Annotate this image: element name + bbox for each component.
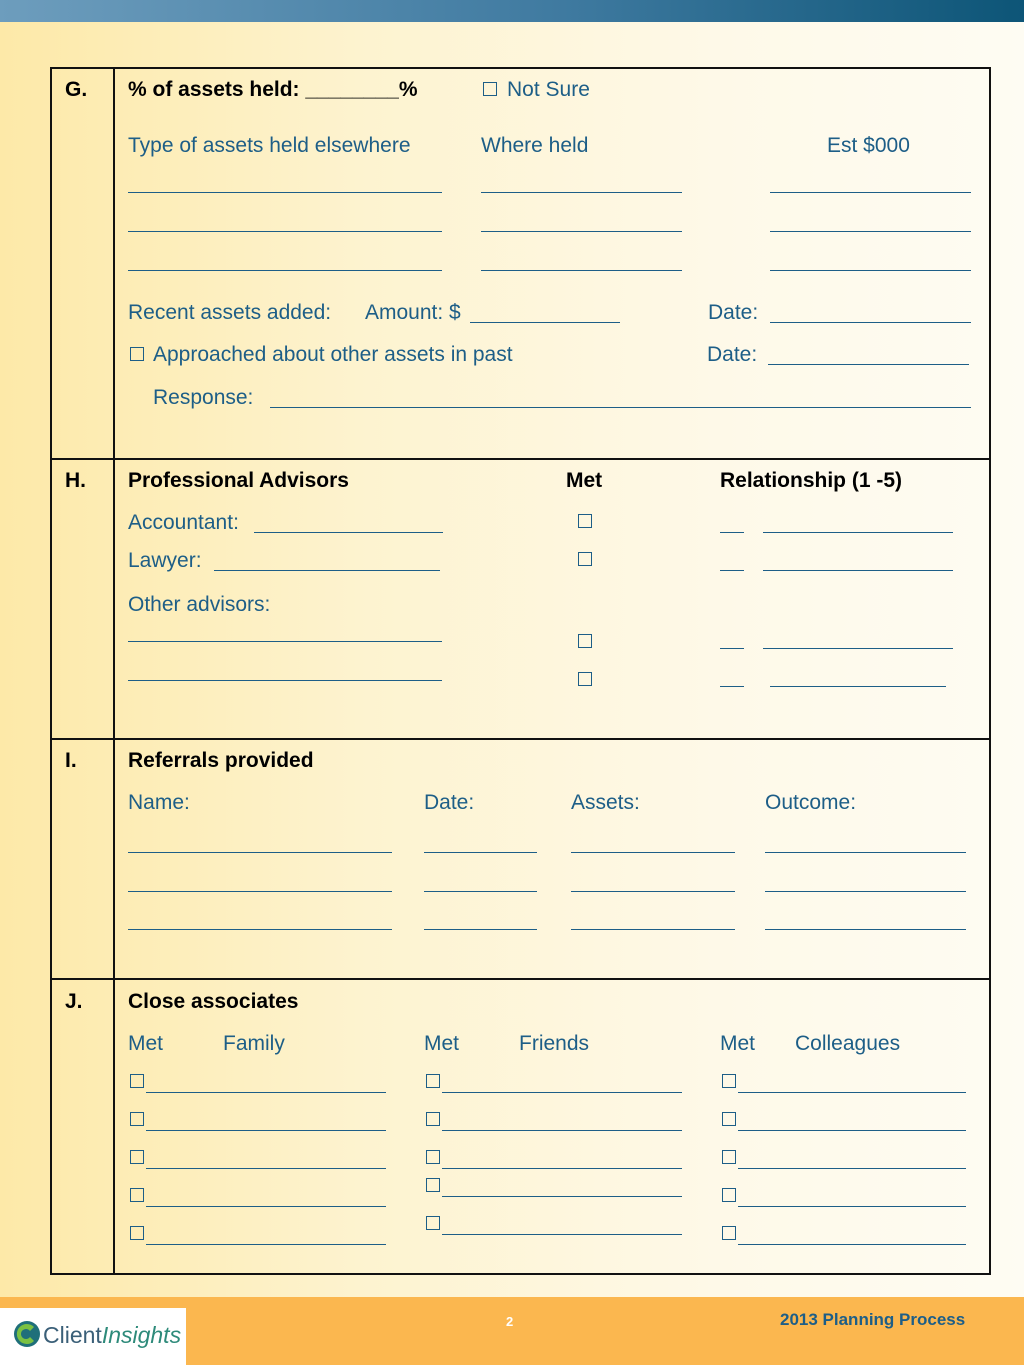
- family-met-checkbox[interactable]: [130, 1188, 144, 1202]
- referral-date-field[interactable]: [424, 929, 537, 930]
- other-advisor-met-checkbox[interactable]: [578, 672, 592, 686]
- date-label: Date:: [708, 301, 759, 324]
- col-date: Date:: [424, 791, 475, 814]
- colleagues-met-checkbox[interactable]: [722, 1150, 736, 1164]
- family-label: Family: [223, 1032, 285, 1055]
- family-met-checkbox[interactable]: [130, 1150, 144, 1164]
- section-divider: [50, 978, 991, 980]
- where-held-field[interactable]: [481, 231, 682, 232]
- col-est-value: Est $000: [827, 134, 910, 157]
- other-advisor-met-checkbox[interactable]: [578, 634, 592, 648]
- colleague-name-field[interactable]: [738, 1244, 966, 1245]
- page-number: 2: [506, 1314, 514, 1329]
- logo-wordmark: [43, 1322, 181, 1348]
- referral-date-field[interactable]: [424, 852, 537, 853]
- referral-assets-field[interactable]: [571, 929, 735, 930]
- other-advisor-field[interactable]: [128, 641, 442, 642]
- accountant-label: Accountant:: [128, 511, 239, 534]
- recent-date-field[interactable]: [770, 322, 971, 323]
- referral-name-field[interactable]: [128, 852, 392, 853]
- section-letter-i: I.: [65, 749, 77, 772]
- referral-name-field[interactable]: [128, 891, 392, 892]
- family-met-checkbox[interactable]: [130, 1226, 144, 1240]
- section-letter-g: G.: [65, 78, 88, 101]
- recent-assets-label: Recent assets added:: [128, 301, 332, 324]
- approached-checkbox[interactable]: [130, 347, 144, 361]
- client-insights-logo-icon: [12, 1319, 42, 1349]
- letter-column-divider: [113, 67, 115, 1275]
- est-value-field[interactable]: [770, 231, 971, 232]
- close-associates-heading: Close associates: [128, 990, 299, 1013]
- logo-insights-text: Insights: [101, 1322, 182, 1348]
- professional-advisors-heading: Professional Advisors: [128, 469, 349, 492]
- col-where-held: Where held: [481, 134, 589, 157]
- met-label: Met: [424, 1032, 460, 1055]
- est-value-field[interactable]: [770, 270, 971, 271]
- asset-type-field[interactable]: [128, 231, 442, 232]
- referral-outcome-field[interactable]: [765, 929, 966, 930]
- section-letter-h: H.: [65, 469, 86, 492]
- relationship-score-field[interactable]: [720, 570, 744, 571]
- form-table: [50, 67, 991, 1275]
- approached-date-field[interactable]: [768, 364, 969, 365]
- col-assets: Assets:: [571, 791, 640, 814]
- assets-held-heading: % of assets held: ________%: [128, 78, 418, 101]
- section-letter-j: J.: [65, 990, 83, 1013]
- col-met: Met: [566, 469, 603, 492]
- colleagues-met-checkbox[interactable]: [722, 1112, 736, 1126]
- lawyer-met-checkbox[interactable]: [578, 552, 592, 566]
- family-met-checkbox[interactable]: [130, 1074, 144, 1088]
- other-advisors-label: Other advisors:: [128, 593, 271, 616]
- col-type-assets: Type of assets held elsewhere: [128, 134, 411, 157]
- not-sure-label: Not Sure: [507, 78, 590, 101]
- referral-outcome-field[interactable]: [765, 891, 966, 892]
- section-divider: [50, 738, 991, 740]
- colleagues-met-checkbox[interactable]: [722, 1074, 736, 1088]
- relationship-score-field[interactable]: [720, 686, 744, 687]
- family-name-field[interactable]: [146, 1130, 386, 1131]
- family-name-field[interactable]: [146, 1206, 386, 1207]
- friends-label: Friends: [519, 1032, 590, 1055]
- relationship-note-field[interactable]: [763, 532, 953, 533]
- amount-label: Amount: $: [365, 301, 461, 324]
- referrals-heading: Referrals provided: [128, 749, 314, 772]
- family-name-field[interactable]: [146, 1092, 386, 1093]
- col-name: Name:: [128, 791, 190, 814]
- amount-field[interactable]: [470, 322, 620, 323]
- lawyer-label: Lawyer:: [128, 549, 202, 572]
- friends-met-checkbox[interactable]: [426, 1178, 440, 1192]
- family-name-field[interactable]: [146, 1168, 386, 1169]
- relationship-score-field[interactable]: [720, 532, 744, 533]
- colleague-name-field[interactable]: [738, 1206, 966, 1207]
- friend-name-field[interactable]: [442, 1168, 682, 1169]
- lawyer-field[interactable]: [214, 570, 440, 571]
- colleagues-met-checkbox[interactable]: [722, 1188, 736, 1202]
- col-relationship: Relationship (1 -5): [720, 469, 903, 492]
- friend-name-field[interactable]: [442, 1130, 682, 1131]
- referral-assets-field[interactable]: [571, 891, 735, 892]
- response-field[interactable]: [270, 407, 971, 408]
- top-banner: [0, 0, 1024, 22]
- footer-title: 2013 Planning Process: [780, 1310, 966, 1329]
- friend-name-field[interactable]: [442, 1234, 682, 1235]
- referral-name-field[interactable]: [128, 929, 392, 930]
- relationship-note-field[interactable]: [763, 648, 953, 649]
- asset-type-field[interactable]: [128, 270, 442, 271]
- accountant-field[interactable]: [254, 532, 443, 533]
- relationship-note-field[interactable]: [763, 570, 953, 571]
- other-advisor-field[interactable]: [128, 680, 442, 681]
- where-held-field[interactable]: [481, 192, 682, 193]
- friend-name-field[interactable]: [442, 1196, 682, 1197]
- col-outcome: Outcome:: [765, 791, 857, 814]
- where-held-field[interactable]: [481, 270, 682, 271]
- friends-met-checkbox[interactable]: [426, 1216, 440, 1230]
- response-label: Response:: [153, 386, 254, 409]
- friends-met-checkbox[interactable]: [426, 1112, 440, 1126]
- referral-assets-field[interactable]: [571, 852, 735, 853]
- logo-client-text: Client: [43, 1322, 102, 1348]
- referral-outcome-field[interactable]: [765, 852, 966, 853]
- not-sure-checkbox[interactable]: [483, 82, 497, 96]
- colleague-name-field[interactable]: [738, 1168, 966, 1169]
- relationship-note-field[interactable]: [770, 686, 946, 687]
- approached-label: Approached about other assets in past: [153, 343, 513, 366]
- family-met-checkbox[interactable]: [130, 1112, 144, 1126]
- colleagues-met-checkbox[interactable]: [722, 1226, 736, 1240]
- met-label: Met: [720, 1032, 756, 1055]
- friends-met-checkbox[interactable]: [426, 1074, 440, 1088]
- colleagues-label: Colleagues: [795, 1032, 901, 1055]
- colleague-name-field[interactable]: [738, 1092, 966, 1093]
- date-label: Date:: [707, 343, 758, 366]
- friend-name-field[interactable]: [442, 1092, 682, 1093]
- relationship-score-field[interactable]: [720, 648, 744, 649]
- met-label: Met: [128, 1032, 164, 1055]
- friends-met-checkbox[interactable]: [426, 1150, 440, 1164]
- asset-type-field[interactable]: [128, 192, 442, 193]
- referral-date-field[interactable]: [424, 891, 537, 892]
- section-divider: [50, 458, 991, 460]
- accountant-met-checkbox[interactable]: [578, 514, 592, 528]
- colleague-name-field[interactable]: [738, 1130, 966, 1131]
- est-value-field[interactable]: [770, 192, 971, 193]
- family-name-field[interactable]: [146, 1244, 386, 1245]
